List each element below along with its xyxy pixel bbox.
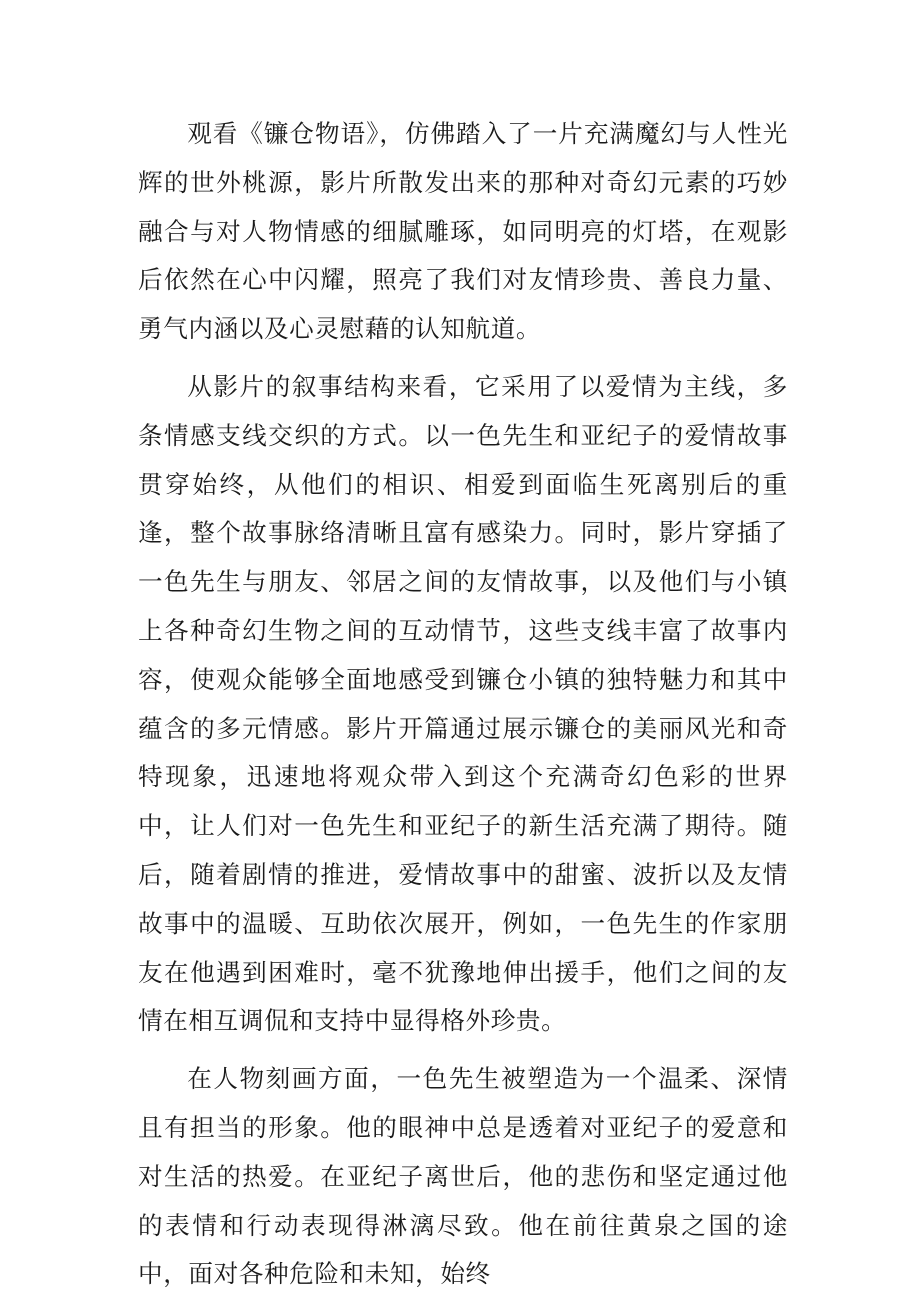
paragraph-intro: 观看《镰仓物语》，仿佛踏入了一片充满魔幻与人性光辉的世外桃源，影片所散发出来的那种对奇幻元素的巧妙融合与对人物情感的细腻雕琢，如同明亮的灯塔，在观影后依然在心中闪耀，照亮了我们对友情珍贵、善良力量、勇气内涵以及心灵慰藉的认知航道。 xyxy=(138,119,788,344)
paragraph-narrative-structure: 从影片的叙事结构来看，它采用了以爱情为主线，多条情感支线交织的方式。以一色先生和亚纪子的爱情故事贯穿始终，从他们的相识、相爱到面临生死离别后的重逢，整个故事脉络清晰且富有感染力。同时，影片穿插了一色先生与朋友、邻居之间的友情故事，以及他们与小镇上各种奇幻生物之间的互动情节，这些支线丰富了故事内容，使观众能够全面地感受到镰仓小镇的独特魅力和其中蕴含的多元情感。影片开篇通过展示镰仓的美丽风光和奇特现象，迅速地将观众带入到这个充满奇幻色彩的世界中，让人们对一色先生和亚纪子的新生活充满了期待。随后，随着剧情的推进，爱情故事中的甜蜜、波折以及友情故事中的温暖、互助依次展开，例如，一色先生的作家朋友在他遇到困难时，毫不犹豫地伸出援手，他们之间的友情在相互调侃和支持中显得格外珍贵。 xyxy=(138,371,788,1036)
document-body xyxy=(138,110,788,1308)
paragraph-character-portrayal: 在人物刻画方面，一色先生被塑造为一个温柔、深情且有担当的形象。他的眼神中总是透着对亚纪子的爱意和对生活的热爱。在亚纪子离世后，他的悲伤和坚定通过他的表情和行动表现得淋漓尽致。他在前往黄泉之国的途中，面对各种危险和未知，始终 xyxy=(138,1064,788,1289)
